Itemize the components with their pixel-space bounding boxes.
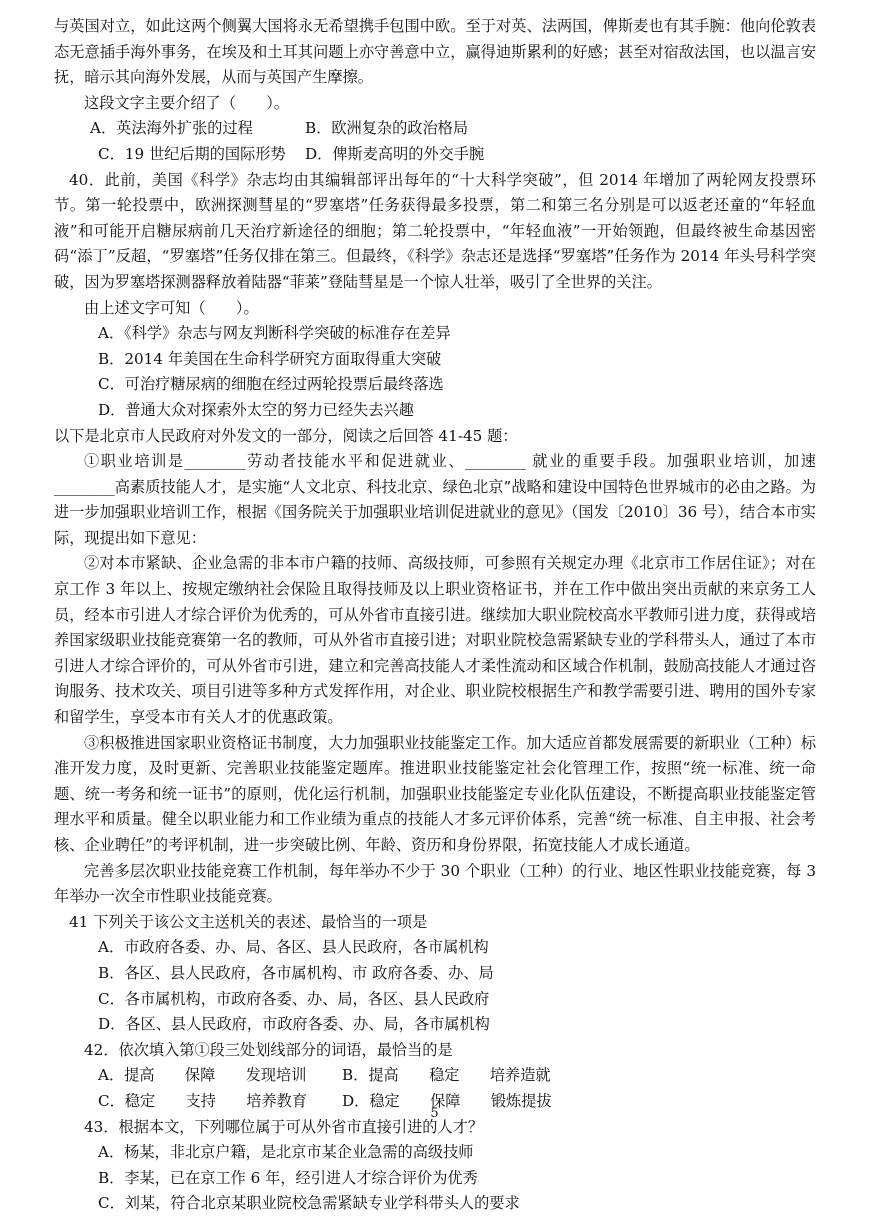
option-39-b: B．欧洲复杂的政治格局 <box>305 119 469 138</box>
paragraph-4: 完善多层次职业技能竞赛工作机制，每年举办不少于 30 个职业（工种）的行业、地区性职业技能竞赛，每 3 年举办一次全市性职业技能竞赛。 <box>54 861 816 906</box>
option-43-a: A．杨某，非北京户籍，是北京市某企业急需的高级技师 <box>98 1143 474 1162</box>
paragraph-1: ①职业培训是________劳动者技能水平和促进就业、________ 就业的重要手段。加强职业培训，加速________高素质技能人才，是实施“人文北京、科技北京、绿色北京”战略和建设中国特色世界城市的必由之路。为进一步加强职业培训工作，根据《国务院关于加强职业培训促进就业的意见》（国发〔2010〕36 号），结合本市实际，现提出如下意见： <box>54 452 816 547</box>
section-intro-41-45: 以下是北京市人民政府对外发文的一部分，阅读之后回答 41-45 题： <box>54 426 518 445</box>
question-43-text: 43．根据本文，下列哪位属于可从外省市直接引进的人才？ <box>84 1117 484 1136</box>
paragraph-2: ②对本市紧缺、企业急需的非本市户籍的技师、高级技师，可参照有关规定办理《北京市工作居住证》；对在京工作 3 年以上、按规定缴纳社会保险且取得技师及以上职业资格证书，并在工作中做出突出贡献的来京务工人员，经本市引进人才综合评价为优秀的，可从外省市直接引进。继续加大职业院校高水平教师引进力度，获得或培养国家级职业技能竞赛第一名的教师，可从外省市直接引进；对职业院校急需紧缺专业的学科带头人，通过了本市引进人才综合评价的，可从外省市引进，建立和完善高技能人才柔性流动和区域合作机制，鼓励高技能人才通过咨询服务、技术攻关、项目引进等多种方式发挥作用，对企业、职业院校根据生产和教学需要引进、聘用的国外专家和留学生，享受本市有关人才的优惠政策。 <box>54 554 816 727</box>
option-41-d: D．各区、县人民政府，市政府各委、办、局，各市属机构 <box>98 1015 490 1034</box>
question-40-prompt: 由上述文字可知（ ）。 <box>84 298 259 317</box>
question-39-options-row1 <box>54 116 816 142</box>
question-39-prompt: 这段文字主要介绍了（ ）。 <box>84 93 290 112</box>
paragraph-3: ③积极推进国家职业资格证书制度，大力加强职业技能鉴定工作。加大适应首都发展需要的新职业（工种）标准开发力度，及时更新、完善职业技能鉴定题库。推进职业技能鉴定社会化管理工作，按照“统一标准、统一命题、统一考务和统一证书”的原则，优化运行机制，加强职业技能鉴定专业化队伍建设，不断提高职业技能鉴定管理水平和质量。健全以职业能力和工作业绩为重点的技能人才多元评价体系，完善“统一标准、自主申报、社会考核、企业聘任”的考评机制，进一步突破比例、年龄、资历和身份界限，拓宽技能人才成长通道。 <box>54 733 816 854</box>
option-42-d: D．稳定 保障 锻炼提拔 <box>342 1091 552 1110</box>
option-40-a: A．《科学》杂志与网友判断科学突破的标准存在差异 <box>98 324 451 343</box>
page-number: 5 <box>430 1106 439 1121</box>
option-42-a: A．提高 保障 发现培训 <box>98 1066 307 1085</box>
question-41-text: 41 下列关于该公文主送机关的表述、最恰当的一项是 <box>69 912 428 931</box>
option-39-d: D．俾斯麦高明的外交手腕 <box>305 144 485 163</box>
option-41-b: B．各区、县人民政府，各市属机构、市 政府各委、办、局 <box>98 963 494 982</box>
option-39-c: C．19 世纪后期的国际形势 <box>98 144 286 163</box>
option-40-b: B．2014 年美国在生命科学研究方面取得重大突破 <box>98 349 442 368</box>
option-41-a: A．市政府各委、办、局、各区、县人民政府，各市属机构 <box>98 938 489 957</box>
passage-39-text: 与英国对立，如此这两个侧翼大国将永无希望携手包围中欧。至于对英、法两国，俾斯麦也有其手腕：他向伦敦表态无意插手海外事务，在埃及和土耳其问题上亦守善意中立，赢得迪斯累利的好感；甚至对宿敌法国，也以温言安抚，暗示其向海外发展，从而与英国产生摩擦。 <box>54 17 816 87</box>
question-40-text: 40．此前，美国《科学》杂志均由其编辑部评出每年的“十大科学突破”，但 2014 年增加了两轮网友投票环节。第一轮投票中，欧洲探测彗星的“罗塞塔”任务获得最多投票，第二和第三名分别是可以返老还童的“年轻血液”和可能开启糖尿病前几天治疗新途径的细胞；第二轮投票中，“年轻血液”一开始领跑，但最终被生命基因密码“添丁”反超，“罗塞塔”任务仅排在第三。但最终，《科学》杂志还是选择“罗塞塔”任务作为 2014 年头号科学突破，因为罗塞塔探测器释放着陆器“菲莱”登陆彗星是一个惊人壮举，吸引了全世界的关注。 <box>54 170 816 291</box>
question-42-text: 42．依次填入第①段三处划线部分的词语，最恰当的是 <box>84 1040 453 1059</box>
question-39-options-row2 <box>54 142 816 168</box>
option-40-c: C．可治疗糖尿病的细胞在经过两轮投票后最终落选 <box>98 375 444 394</box>
page-content <box>54 14 816 1217</box>
option-39-a: A．英法海外扩张的过程 <box>90 119 253 138</box>
option-40-d: D．普通大众对探索外太空的努力已经失去兴趣 <box>98 400 414 419</box>
option-42-b: B．提高 稳定 培养造就 <box>342 1066 551 1085</box>
option-43-b: B．李某，已在京工作 6 年，经引进人才综合评价为优秀 <box>98 1168 478 1187</box>
question-42-options-row1 <box>54 1063 816 1089</box>
option-41-c: C．各市属机构，市政府各委、办、局，各区、县人民政府 <box>98 989 490 1008</box>
option-43-c: C．刘某，符合北京某职业院校急需紧缺专业学科带头人的要求 <box>98 1194 520 1213</box>
option-42-c: C．稳定 支持 培养教育 <box>98 1091 308 1110</box>
